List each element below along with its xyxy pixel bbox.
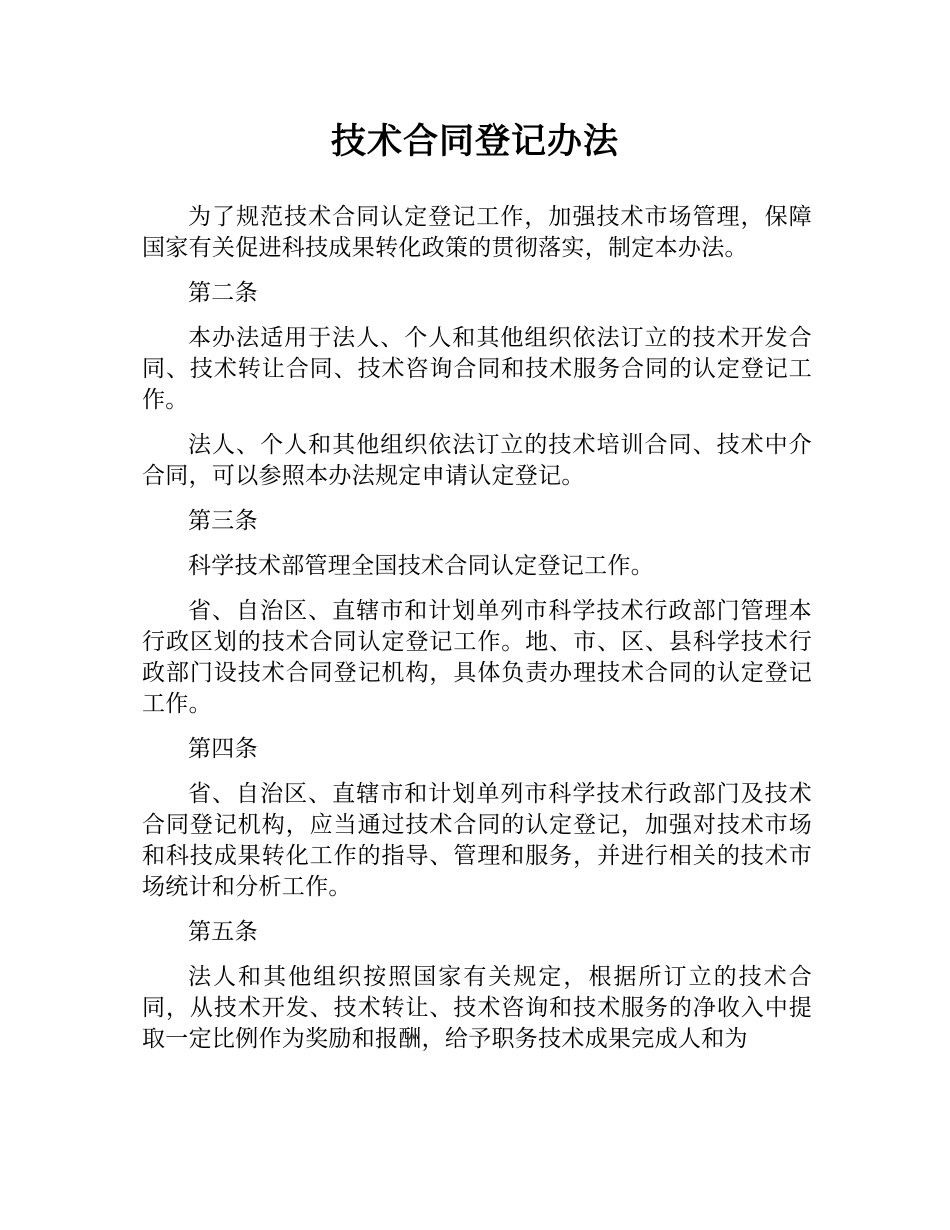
document-body (142, 202, 812, 1069)
paragraph: 法人、个人和其他组织依法订立的技术培训合同、技术中介合同，可以参照本办法规定申请认定登记。 (142, 432, 812, 489)
document-title: 技术合同登记办法 (330, 122, 619, 162)
paragraph: 法人和其他组织按照国家有关规定，根据所订立的技术合同，从技术开发、技术转让、技术咨询和技术服务的净收入中提取一定比例作为奖励和报酬，给予职务技术成果完成人和为 (142, 964, 812, 1052)
paragraph: 省、自治区、直辖市和计划单列市科学技术行政部门及技术合同登记机构，应当通过技术合同的认定登记，加强对技术市场和科技成果转化工作的指导、管理和服务，并进行相关的技术市场统计和分析工作。 (142, 781, 812, 900)
paragraph-intro: 为了规范技术合同认定登记工作，加强技术市场管理，保障国家有关促进科技成果转化政策的贯彻落实，制定本办法。 (142, 204, 812, 261)
article-heading-5: 第五条 (188, 919, 258, 945)
paragraph: 科学技术部管理全国技术合同认定登记工作。 (188, 553, 654, 579)
article-heading-3: 第三条 (188, 508, 258, 534)
paragraph: 本办法适用于法人、个人和其他组织依法订立的技术开发合同、技术转让合同、技术咨询合同和技术服务合同的认定登记工作。 (142, 325, 812, 413)
paragraph: 省、自治区、直辖市和计划单列市科学技术行政部门管理本行政区划的技术合同认定登记工作。地、市、区、县科学技术行政部门设技术合同登记机构，具体负责办理技术合同的认定登记工作。 (142, 598, 812, 717)
article-heading-4: 第四条 (188, 736, 258, 762)
article-heading-2: 第二条 (188, 280, 258, 306)
